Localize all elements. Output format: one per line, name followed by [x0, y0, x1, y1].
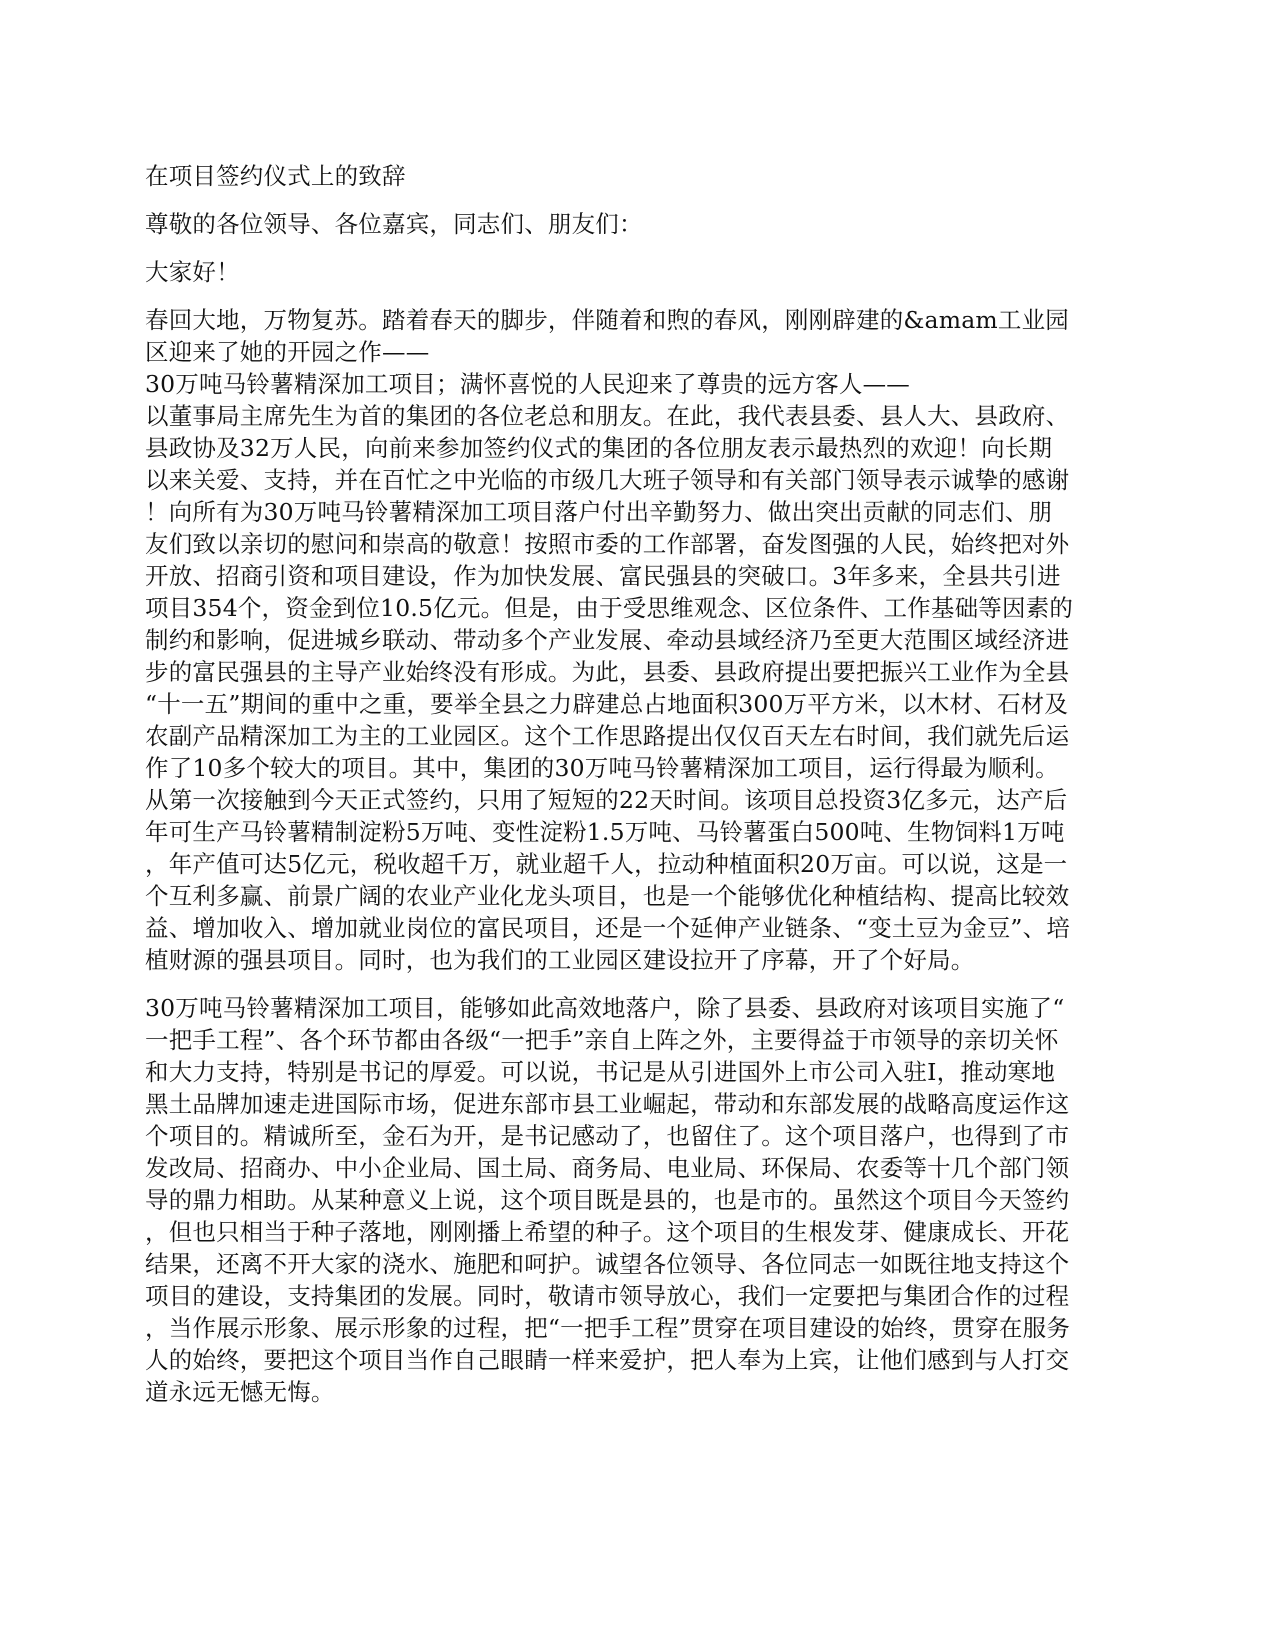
- paragraph-line: 一把手工程”、各个环节都由各级“一把手”亲自上阵之外，主要得益于市领导的亲切关怀: [145, 1026, 1059, 1054]
- paragraph-line: ，年产值可达5亿元，税收超千万，就业超千人，拉动种植面积20万亩。可以说，这是一: [145, 850, 1068, 878]
- salutation: 尊敬的各位领导、各位嘉宾，同志们、朋友们：: [145, 210, 643, 238]
- paragraph-line: 发改局、招商办、中小企业局、国土局、商务局、电业局、环保局、农委等十几个部门领: [145, 1154, 1070, 1182]
- paragraph-line: ！向所有为30万吨马铃薯精深加工项目落户付出辛勤努力、做出突出贡献的同志们、朋: [145, 498, 1053, 526]
- paragraph-line: 县政协及32万人民，向前来参加签约仪式的集团的各位朋友表示最热烈的欢迎！向长期: [145, 434, 1053, 462]
- paragraph-line: 农副产品精深加工为主的工业园区。这个工作思路提出仅仅百天左右时间，我们就先后运: [145, 722, 1070, 750]
- paragraph-line: 道永远无憾无悔。: [145, 1378, 335, 1406]
- paragraph-line: 作了10多个较大的项目。其中，集团的30万吨马铃薯精深加工项目，运行得最为顺利。: [145, 754, 1059, 782]
- paragraph-line: 以董事局主席先生为首的集团的各位老总和朋友。在此，我代表县委、县人大、县政府、: [145, 402, 1070, 430]
- document-page: [145, 160, 1130, 1408]
- paragraph-line: 开放、招商引资和项目建设，作为加快发展、富民强县的突破口。3年多来，全县共引进: [145, 562, 1061, 590]
- paragraph-line: 友们致以亲切的慰问和崇高的敬意！按照市委的工作部署，奋发图强的人民，始终把对外: [145, 530, 1070, 558]
- greeting: 大家好！: [145, 258, 240, 286]
- paragraph-line: 30万吨马铃薯精深加工项目；满怀喜悦的人民迎来了尊贵的远方客人——: [145, 370, 911, 398]
- paragraph-line: 个项目的。精诚所至，金石为开，是书记感动了，也留住了。这个项目落户，也得到了市: [145, 1122, 1070, 1150]
- paragraph-1: [145, 304, 1130, 976]
- paragraph-line: 春回大地，万物复苏。踏着春天的脚步，伴随着和煦的春风，刚刚辟建的&amam工业园: [145, 306, 1070, 334]
- paragraph-line: ，当作展示形象、展示形象的过程，把“一把手工程”贯穿在项目建设的始终，贯穿在服务: [145, 1314, 1071, 1342]
- paragraph-line: 益、增加收入、增加就业岗位的富民项目，还是一个延伸产业链条、“变土豆为金豆”、培: [145, 914, 1071, 942]
- paragraph-2: [145, 992, 1130, 1408]
- paragraph-line: 结果，还离不开大家的浇水、施肥和呵护。诚望各位领导、各位同志一如既往地支持这个: [145, 1250, 1070, 1278]
- paragraph-line: 黑土品牌加速走进国际市场，促进东部市县工业崛起，带动和东部发展的战略高度运作这: [145, 1090, 1070, 1118]
- paragraph-line: 项目354个，资金到位10.5亿元。但是，由于受思维观念、区位条件、工作基础等因素的: [145, 594, 1074, 622]
- paragraph-line: 制约和影响，促进城乡联动、带动多个产业发展、牵动县域经济乃至更大范围区域经济进: [145, 626, 1070, 654]
- paragraph-line: 步的富民强县的主导产业始终没有形成。为此，县委、县政府提出要把振兴工业作为全县: [145, 658, 1070, 686]
- paragraph-line: 区迎来了她的开园之作——: [145, 338, 430, 366]
- paragraph-line: 30万吨马铃薯精深加工项目，能够如此高效地落户，除了县委、县政府对该项目实施了“: [145, 994, 1065, 1022]
- paragraph-line: “十一五”期间的重中之重，要举全县之力辟建总占地面积300万平方米，以木材、石材及: [145, 690, 1069, 718]
- paragraph-line: 导的鼎力相助。从某种意义上说，这个项目既是县的，也是市的。虽然这个项目今天签约: [145, 1186, 1070, 1214]
- document-title: 在项目签约仪式上的致辞: [145, 162, 406, 190]
- paragraph-line: 和大力支持，特别是书记的厚爱。可以说，书记是从引进国外上市公司入驻I，推动寒地: [145, 1058, 1056, 1086]
- paragraph-line: 项目的建设，支持集团的发展。同时，敬请市领导放心，我们一定要把与集团合作的过程: [145, 1282, 1070, 1310]
- paragraph-line: ，但也只相当于种子落地，刚刚播上希望的种子。这个项目的生根发芽、健康成长、开花: [145, 1218, 1070, 1246]
- paragraph-line: 年可生产马铃薯精制淀粉5万吨、变性淀粉1.5万吨、马铃薯蛋白500吨、生物饲料1万吨: [145, 818, 1065, 846]
- paragraph-line: 人的始终，要把这个项目当作自己眼睛一样来爱护，把人奉为上宾，让他们感到与人打交: [145, 1346, 1070, 1374]
- paragraph-line: 以来关爱、支持，并在百忙之中光临的市级几大班子领导和有关部门领导表示诚挚的感谢: [145, 466, 1070, 494]
- paragraph-line: 从第一次接触到今天正式签约，只用了短短的22天时间。该项目总投资3亿多元，达产后: [145, 786, 1068, 814]
- paragraph-line: 植财源的强县项目。同时，也为我们的工业园区建设拉开了序幕，开了个好局。: [145, 946, 975, 974]
- paragraph-line: 个互利多赢、前景广阔的农业产业化龙头项目，也是一个能够优化种植结构、提高比较效: [145, 882, 1070, 910]
